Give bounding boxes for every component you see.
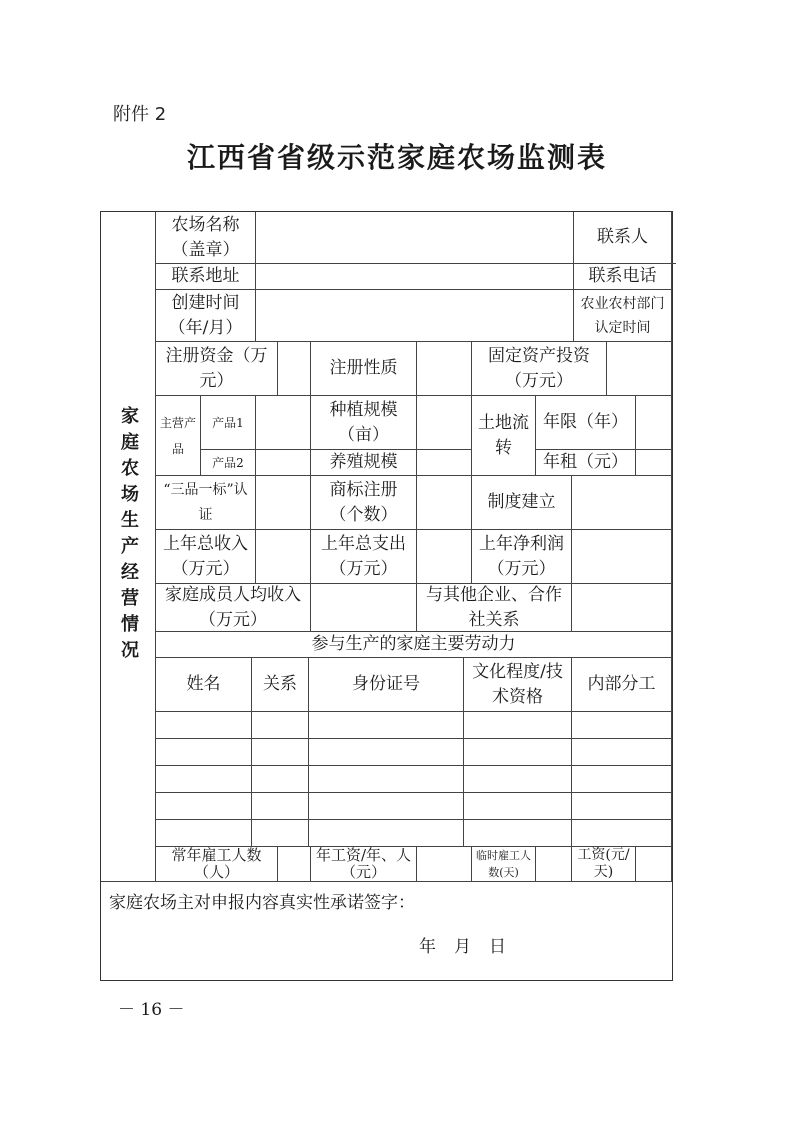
attachment-label: 附件 2 xyxy=(113,104,167,125)
regular-workers-label: 常年雇工人数（人） xyxy=(156,847,278,882)
farm-name-field[interactable] xyxy=(256,212,574,264)
contact-phone-label: 联系电话 xyxy=(574,264,672,290)
col-relation-header: 关系 xyxy=(252,658,309,712)
col-education-header: 文化程度/技术资格 xyxy=(464,658,572,712)
monitoring-form xyxy=(100,211,673,981)
last-year-income-label: 上年总收入（万元） xyxy=(156,530,256,584)
labor-section-header: 参与生产的家庭主要劳动力 xyxy=(156,632,672,658)
regular-workers-field[interactable] xyxy=(278,847,311,882)
farm-name-label: 农场名称（盖章） xyxy=(156,212,256,264)
contact-person-label: 联系人 xyxy=(574,212,672,264)
product1-label: 产品1 xyxy=(201,396,256,450)
signature-date: 年月日 xyxy=(419,937,524,957)
last-year-profit-label: 上年净利润（万元） xyxy=(472,530,572,584)
system-building-field[interactable] xyxy=(572,476,672,530)
member-income-label: 家庭成员人均收入（万元） xyxy=(156,584,311,632)
certified-time-label: 农业农村部门认定时间 xyxy=(574,290,672,342)
founded-time-field[interactable] xyxy=(256,290,574,342)
land-transfer-label: 土地流转 xyxy=(472,396,536,476)
registered-capital-label: 注册资金（万元） xyxy=(156,342,278,396)
planting-scale-field[interactable] xyxy=(417,396,472,450)
breeding-scale-field[interactable] xyxy=(417,450,472,476)
certification-label: “三品一标”认证 xyxy=(156,476,256,530)
main-products-label: 主营产品 xyxy=(156,396,201,476)
contact-address-field[interactable] xyxy=(256,264,574,290)
table-row[interactable] xyxy=(156,766,252,793)
relations-label: 与其他企业、合作社关系 xyxy=(417,584,572,632)
breeding-scale-label: 养殖规模 xyxy=(311,450,417,476)
pledge-signature-area[interactable] xyxy=(101,882,672,980)
founded-time-label: 创建时间（年/月） xyxy=(156,290,256,342)
document-title: 江西省省级示范家庭农场监测表 xyxy=(186,141,607,174)
contact-address-label: 联系地址 xyxy=(156,264,256,290)
daily-wage-label: 工资(元/天) xyxy=(572,847,636,882)
annual-wage-label: 年工资/年、人（元） xyxy=(311,847,417,882)
temp-workers-label: 临时雇工人数(天) xyxy=(472,847,536,882)
last-year-expense-field[interactable] xyxy=(417,530,472,584)
daily-wage-field[interactable] xyxy=(636,847,672,882)
registration-type-field[interactable] xyxy=(417,342,472,396)
annual-rent-field[interactable] xyxy=(636,450,672,476)
table-row[interactable] xyxy=(156,712,252,739)
last-year-income-field[interactable] xyxy=(256,530,311,584)
fixed-assets-field[interactable] xyxy=(607,342,672,396)
fixed-assets-label: 固定资产投资（万元） xyxy=(472,342,607,396)
product2-label: 产品2 xyxy=(201,450,256,476)
term-years-label: 年限（年） xyxy=(536,396,636,450)
section-label-cell xyxy=(101,212,156,882)
pledge-text: 家庭农场主对申报内容真实性承诺签字： xyxy=(109,893,415,913)
trademark-field[interactable] xyxy=(417,476,472,530)
last-year-profit-field[interactable] xyxy=(572,530,672,584)
col-id-header: 身份证号 xyxy=(309,658,464,712)
trademark-label: 商标注册（个数） xyxy=(311,476,417,530)
page-number: － 16 － xyxy=(118,1000,185,1020)
term-years-field[interactable] xyxy=(636,396,672,450)
last-year-expense-label: 上年总支出（万元） xyxy=(311,530,417,584)
relations-field[interactable] xyxy=(572,584,672,632)
table-row[interactable] xyxy=(156,739,252,766)
product1-field[interactable] xyxy=(256,396,311,450)
temp-workers-field[interactable] xyxy=(536,847,572,882)
col-name-header: 姓名 xyxy=(156,658,252,712)
planting-scale-label: 种植规模（亩） xyxy=(311,396,417,450)
section-label: 家庭农场生产经营情况 xyxy=(118,406,139,666)
annual-rent-label: 年租（元） xyxy=(536,450,636,476)
registration-type-label: 注册性质 xyxy=(311,342,417,396)
certification-field[interactable] xyxy=(256,476,311,530)
col-role-header: 内部分工 xyxy=(572,658,672,712)
member-income-field[interactable] xyxy=(311,584,417,632)
product2-field[interactable] xyxy=(256,450,311,476)
table-row[interactable] xyxy=(156,793,252,820)
annual-wage-field[interactable] xyxy=(417,847,472,882)
registered-capital-field[interactable] xyxy=(278,342,311,396)
table-row[interactable] xyxy=(156,820,252,847)
system-building-label: 制度建立 xyxy=(472,476,572,530)
